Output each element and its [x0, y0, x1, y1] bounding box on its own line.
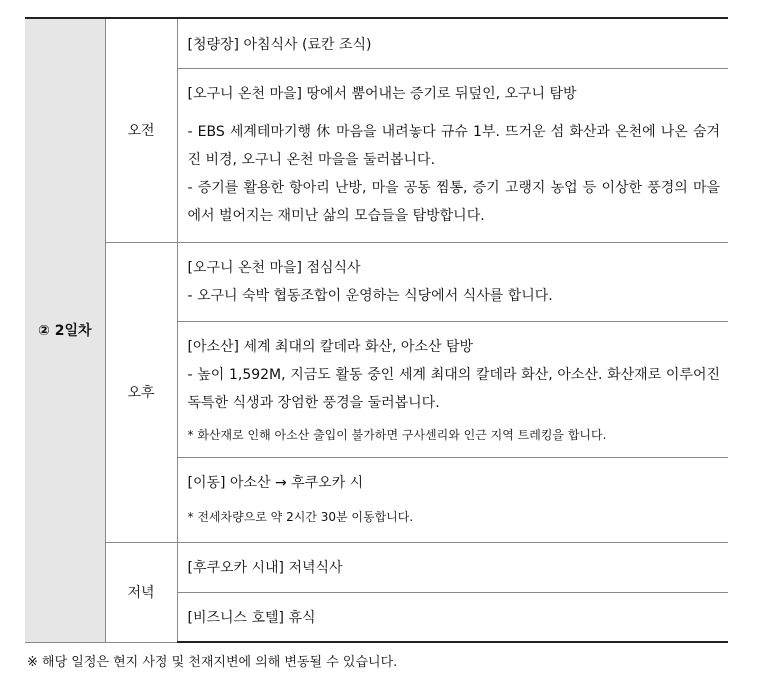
period-morning: 오전: [105, 18, 177, 242]
item-title: [아소산] 세계 최대의 칼데라 화산, 아소산 탐방: [187, 338, 474, 355]
item-move: [177, 457, 728, 542]
item-title: [오구니 온천 마을] 점심식사: [187, 259, 361, 276]
item-title: [청량장] 아침식사 (료칸 조식): [187, 37, 372, 53]
item-title: [이동] 아소산 → 후쿠오카 시: [187, 474, 364, 491]
item-hotel: [177, 592, 728, 642]
period-afternoon: 오후: [105, 242, 177, 542]
item-aso: [177, 321, 728, 457]
footer-note: ※ 해당 일정은 현지 사정 및 천재지변에 의해 변동될 수 있습니다.: [27, 655, 398, 670]
item-title: [오구니 온천 마을] 땅에서 뿜어내는 증기로 뒤덮인, 오구니 탐방: [187, 85, 577, 102]
item-bullet: - EBS 세계테마기행 休 마음을 내려놓다 규슈 1부. 뜨거운 섬 화산과 온천에 나온 숨겨진 비경, 오구니 온천 마을을 둘러봅니다.: [187, 123, 720, 168]
item-lunch: [177, 242, 728, 321]
item-title: [후쿠오카 시내] 저녁식사: [187, 559, 343, 576]
day-label: ② 2일차: [25, 18, 105, 642]
item-dinner: [177, 542, 728, 592]
itinerary-table: [25, 17, 728, 643]
item-title: [비즈니스 호텔] 휴식: [187, 609, 316, 626]
item-note: * 화산재로 인해 아소산 출입이 불가하면 구사센리와 인근 지역 트레킹을 합니다.: [187, 427, 607, 442]
item-bullet: - 오구니 숙박 협동조합이 운영하는 식당에서 식사를 합니다.: [187, 287, 553, 304]
item-oguni: [177, 68, 728, 242]
item-note: * 전세차량으로 약 2시간 30분 이동합니다.: [187, 509, 414, 524]
item-bullet: - 높이 1,592M, 지금도 활동 중인 세계 최대의 칼데라 화산, 아소산. 화산재로 이루어진 독특한 식생과 장엄한 풍경을 둘러봅니다.: [187, 366, 720, 411]
item-breakfast: [177, 18, 728, 68]
item-bullet: - 증기를 활용한 항아리 난방, 마을 공동 찜통, 증기 고랭지 농업 등 이상한 풍경의 마을에서 벌어지는 재미난 삶의 모습들을 탐방합니다.: [187, 179, 720, 224]
period-evening: 저녁: [105, 542, 177, 642]
